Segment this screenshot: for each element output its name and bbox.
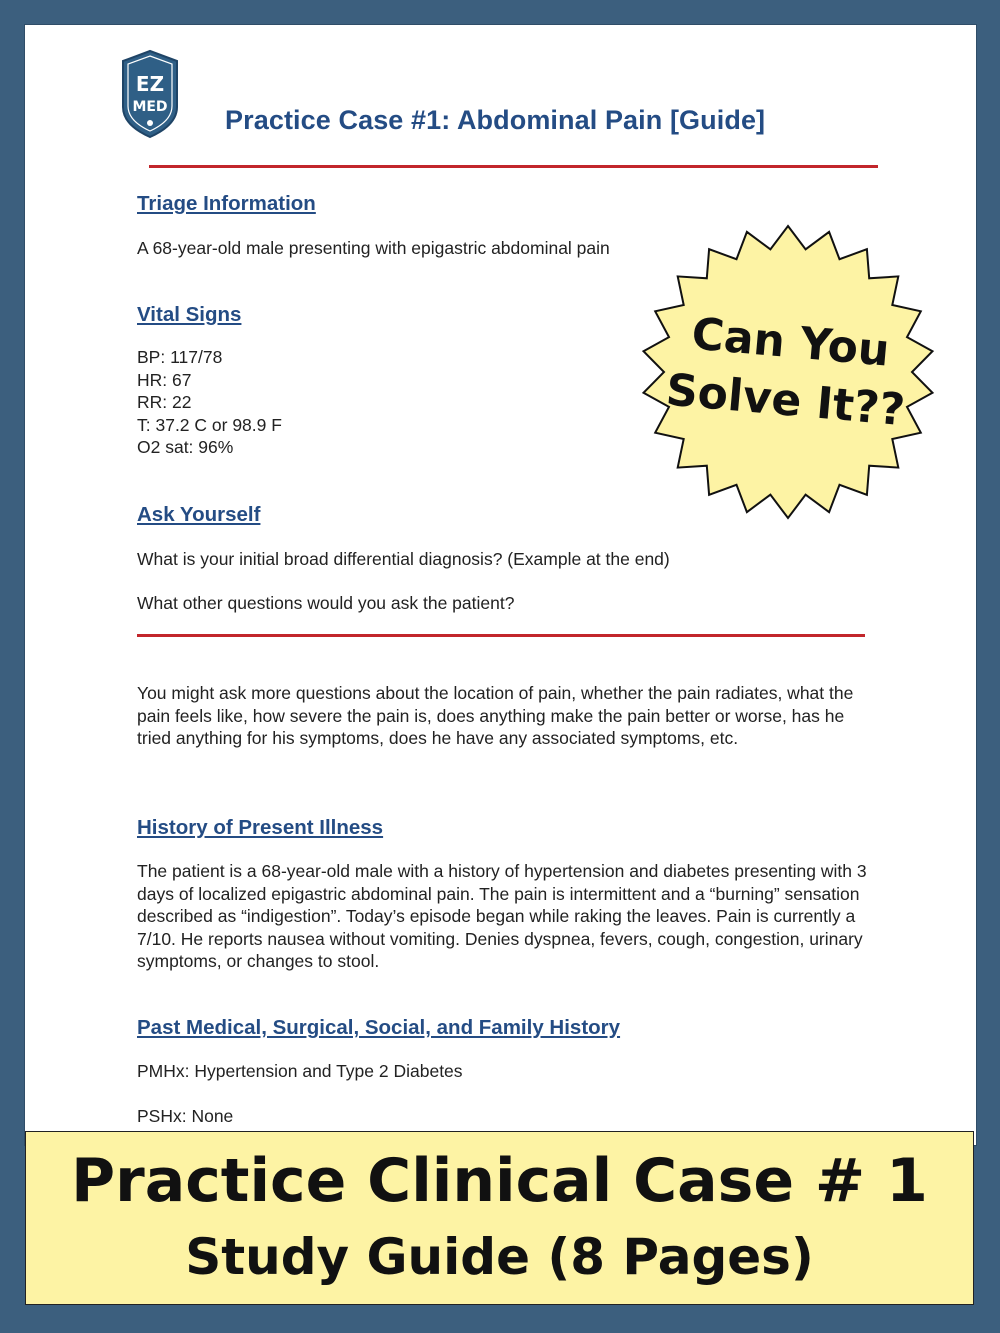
ask-question-1: What is your initial broad differential diagnosis? (Example at the end) [137, 549, 670, 569]
title-divider [149, 165, 878, 168]
banner-subtitle: Study Guide (8 Pages) [185, 1228, 814, 1286]
pshx-text: PSHx: None [137, 1106, 234, 1126]
logo-text-med: MED [132, 99, 168, 115]
vital-o2: O2 sat: 96% [137, 437, 234, 457]
vitals-heading: Vital Signs [137, 303, 242, 326]
title-banner [25, 1131, 974, 1305]
vitals-list [137, 346, 282, 459]
vital-hr: HR: 67 [137, 369, 192, 390]
starburst-line-2: Solve It?? [664, 364, 907, 437]
ez-med-logo [119, 49, 181, 139]
vital-rr: RR: 22 [137, 392, 192, 412]
hpi-heading: History of Present Illness [137, 816, 384, 839]
hpi-paragraph: The patient is a 68-year-old male with a history of hypertension and diabetes presenting with 3 days of localized epigastric abdominal pain. The pain is intermittent and a “burning” sensation described as “indigestion”. Today’s episode began while raking the leaves. Pain is currently a 7/10. He reports nausea without vomiting. Denies dyspnea, fevers, cough, congestion, urinary symptoms, or changes to stool. [137, 861, 867, 971]
vital-temp: T: 37.2 C or 98.9 F [137, 414, 282, 435]
ask-heading: Ask Yourself [137, 503, 261, 526]
vital-bp: BP: 117/78 [137, 347, 223, 367]
section-divider [137, 634, 865, 637]
ask-question-2: What other questions would you ask the patient? [137, 593, 515, 613]
starburst-line-1: Can You [689, 308, 892, 377]
triage-heading: Triage Information [137, 192, 316, 215]
can-you-solve-it-starburst [638, 222, 938, 522]
history-heading: Past Medical, Surgical, Social, and Family History [137, 1016, 621, 1039]
triage-text: A 68-year-old male presenting with epigastric abdominal pain [137, 238, 610, 258]
document-page [25, 25, 976, 1145]
pmhx-text: PMHx: Hypertension and Type 2 Diabetes [137, 1061, 463, 1081]
logo-text-ez: EZ [135, 72, 165, 96]
banner-title: Practice Clinical Case # 1 [71, 1146, 928, 1216]
document-title: Practice Case #1: Abdominal Pain [Guide] [225, 105, 766, 135]
answer-paragraph: You might ask more questions about the location of pain, whether the pain radiates, what the pain feels like, how severe the pain is, does anything make the pain better or worse, has he tried anything for his symptoms, does he have any associated symptoms, etc. [137, 683, 854, 748]
